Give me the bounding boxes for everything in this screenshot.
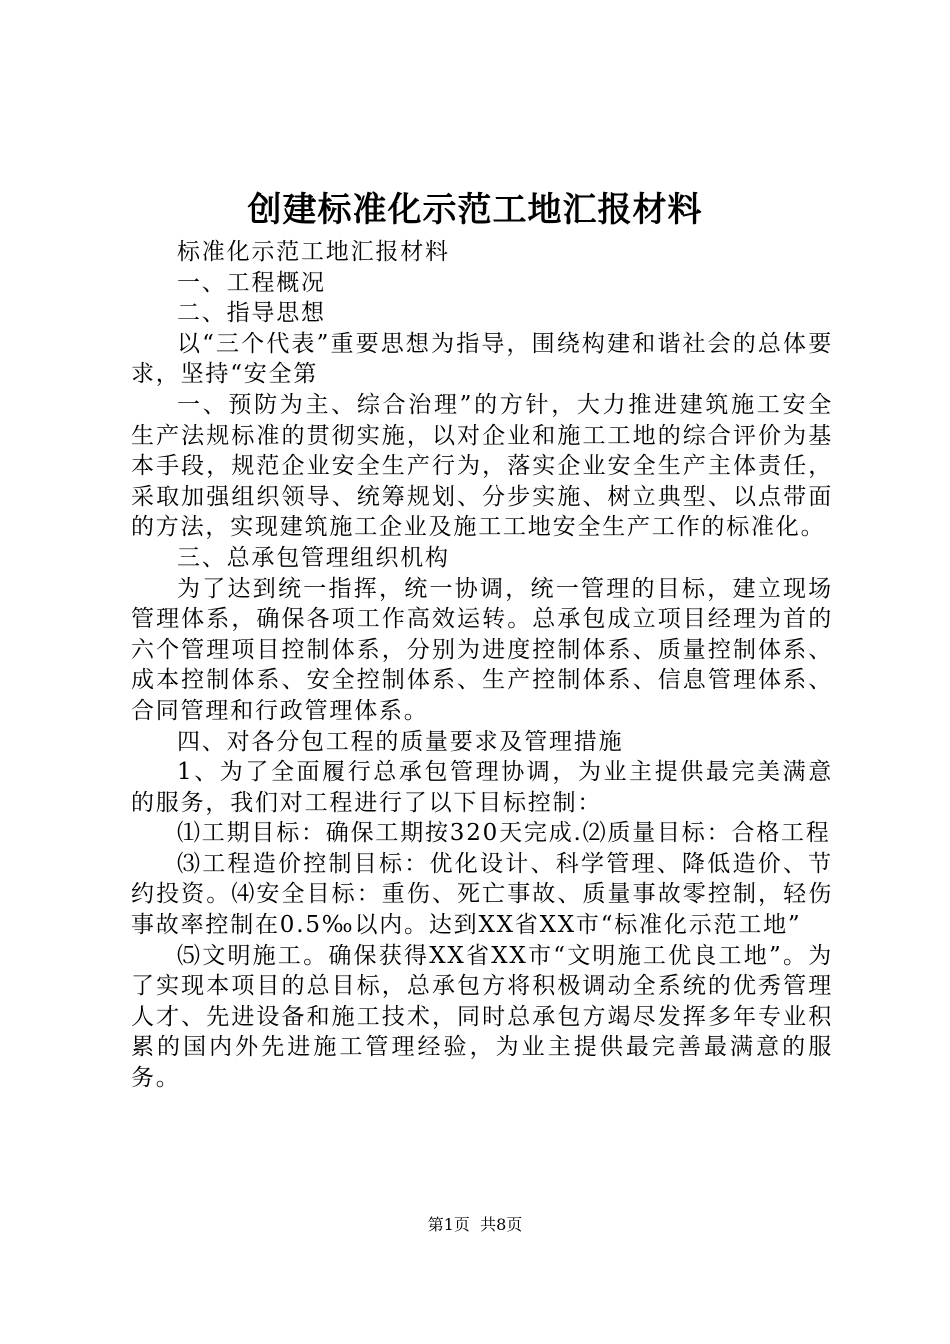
paragraph-target-control: 1、为了全面履行总承包管理协调，为业主提供最完美满意的服务，我们对工程进行了以下目标控制： [131,759,833,816]
heading-guiding-thought: 二、指导思想 [177,300,326,327]
paragraph-subtitle: 标准化示范工地汇报材料 [177,239,450,265]
paragraph-guiding-thought: 以“三个代表”重要思想为指导，围绕构建和谐社会的总体要求，坚持“安全第 [131,330,833,388]
page-footer [0,1214,950,1236]
document-body [131,237,833,1094]
paragraph-civilized-construction: ⑸文明施工。确保获得XX省XX市“文明施工优良工地”。为了实现本项目的总目标，总承包方将积极调动全系统的优秀管理人才、先进设备和施工技术，同时总承包方竭尽发挥多年专业积累的国内外先进施工管理经验，为业主提供最完善最满意的服务。 [131,942,833,1092]
heading-organization: 三、总承包管理组织机构 [177,544,450,571]
page-number-total: 共8页 [480,1215,523,1234]
page-number-current: 第1页 [427,1215,470,1234]
paragraph-organization: 为了达到统一指挥，统一协调，统一管理的目标，建立现场管理体系，确保各项工作高效运转。总承包成立项目经理为首的六个管理项目控制体系，分别为进度控制体系、质量控制体系、成本控制体系、安全控制体系、生产控制体系、信息管理体系、合同管理和行政管理体系。 [131,575,833,724]
heading-project-overview: 一、工程概况 [177,269,326,296]
paragraph-policy: 一、预防为主、综合治理”的方针，大力推进建筑施工安全生产法规标准的贯彻实施，以对企业和施工工地的综合评价为基本手段，规范企业安全生产行为，落实企业安全生产主体责任，采取加强组织领导、统筹规划、分步实施、树立典型、以点带面的方法，实现建筑施工企业及施工工地安全生产工作的标准化。 [131,391,833,541]
paragraph-schedule-quality-targets: ⑴工期目标：确保工期按320天完成.⑵质量目标：合格工程 [177,820,831,847]
document-title: 创建标准化示范工地汇报材料 [247,190,703,230]
paragraph-cost-safety-targets: ⑶工程造价控制目标：优化设计、科学管理、降低造价、节约投资。⑷安全目标：重伤、死亡事故、质量事故零控制，轻伤事故率控制在0.5‰以内。达到XX省XX市“标准化示范工地” [131,850,833,939]
heading-quality-requirements: 四、对各分包工程的质量要求及管理措施 [177,728,624,755]
